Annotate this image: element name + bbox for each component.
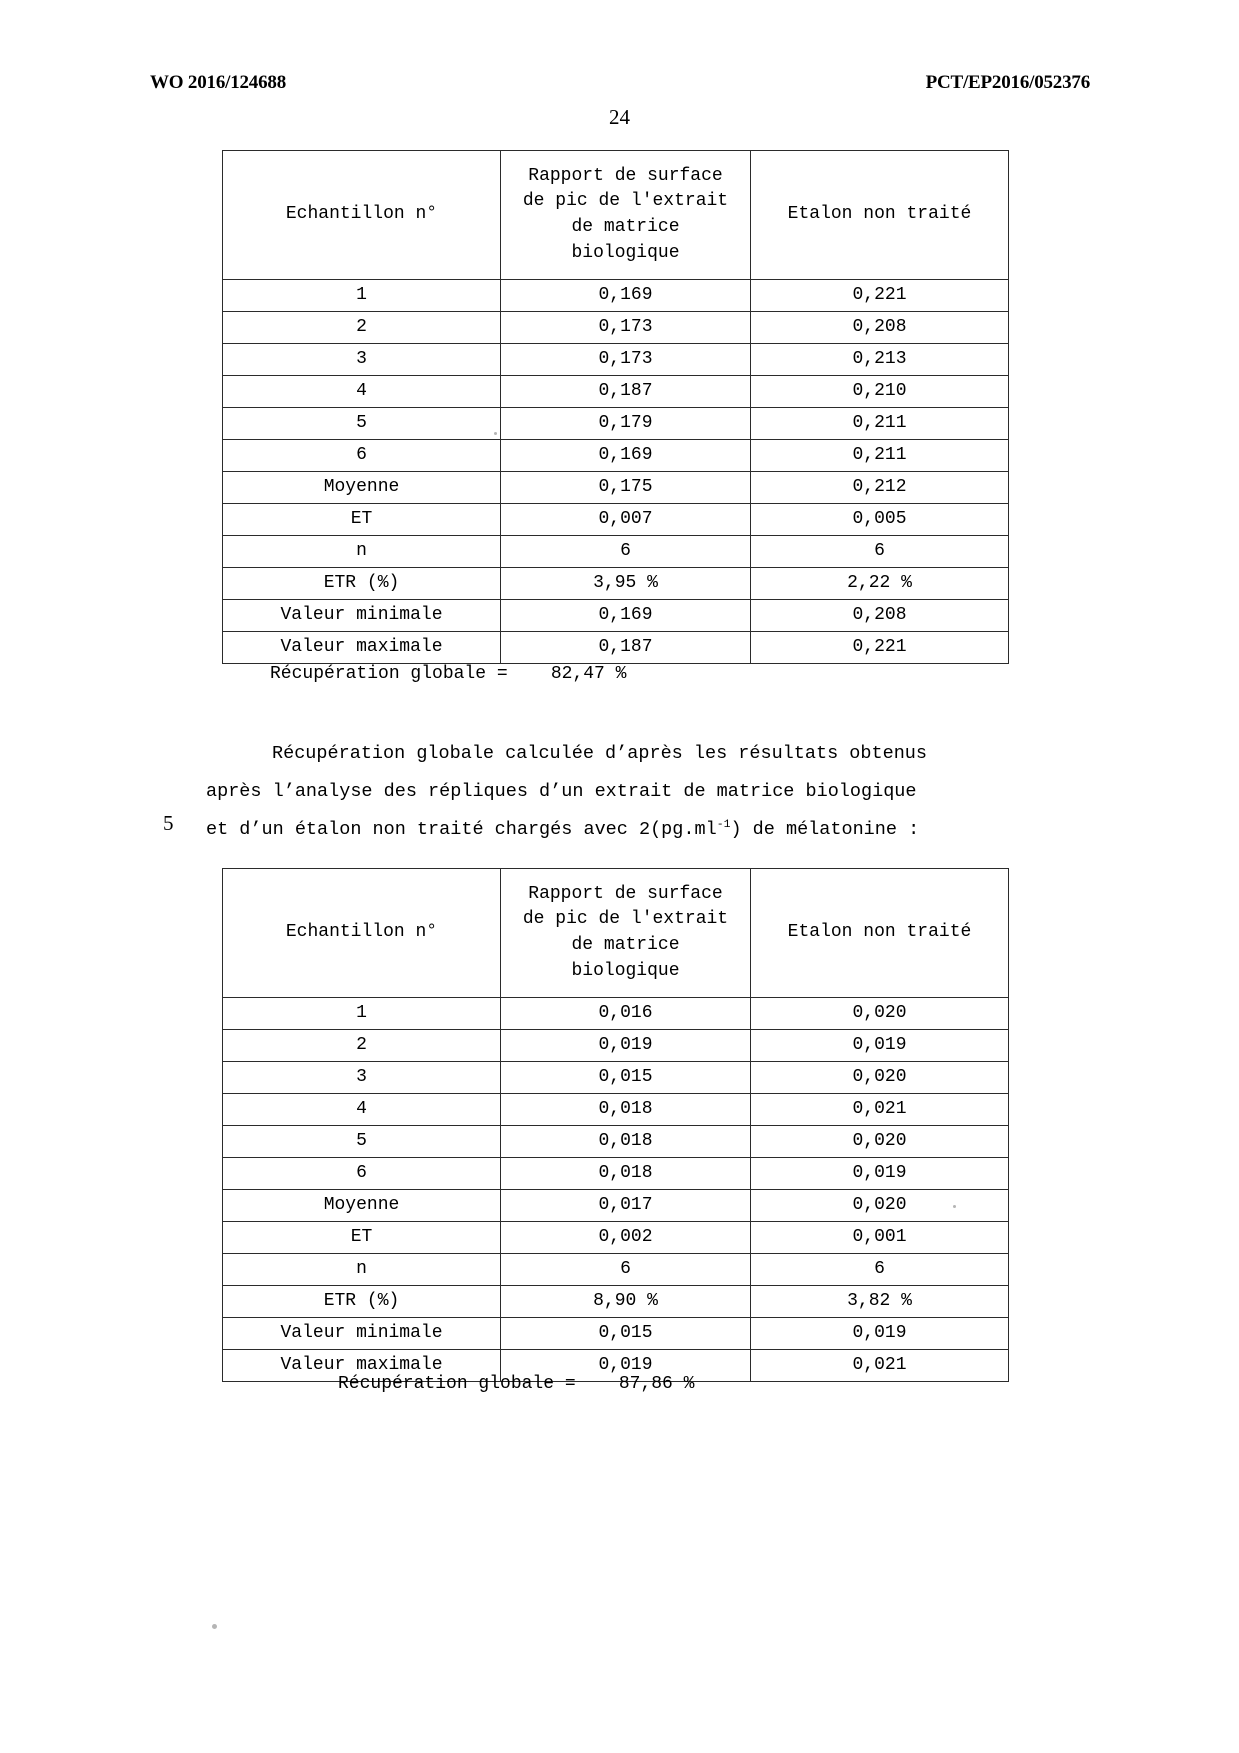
table-row bbox=[223, 408, 1009, 440]
paragraph-line-3 bbox=[206, 811, 1006, 849]
cell-standard-value: 0,005 bbox=[751, 504, 1009, 536]
exponent-minus-one: -1 bbox=[716, 817, 731, 831]
running-header bbox=[150, 72, 1090, 94]
table-row bbox=[223, 1030, 1009, 1062]
cell-sample-label: Moyenne bbox=[223, 472, 501, 504]
table-row bbox=[223, 280, 1009, 312]
header-line-2: de pic de l'extrait bbox=[522, 909, 729, 930]
cell-standard-value: 0,001 bbox=[751, 1222, 1009, 1254]
cell-sample-label: ET bbox=[223, 1222, 501, 1254]
cell-extract-value: 6 bbox=[501, 536, 751, 568]
cell-extract-value: 0,017 bbox=[501, 1190, 751, 1222]
cell-sample-label: n bbox=[223, 1254, 501, 1286]
header-line-4: biologique bbox=[571, 960, 680, 981]
table-row bbox=[223, 998, 1009, 1030]
cell-sample-label: 3 bbox=[223, 344, 501, 376]
table-two-head bbox=[223, 869, 1009, 998]
cell-sample-label: 6 bbox=[223, 1158, 501, 1190]
header-untreated-standard: Etalon non traité bbox=[751, 869, 1009, 998]
cell-extract-value: 0,015 bbox=[501, 1318, 751, 1350]
cell-sample-label: 3 bbox=[223, 1062, 501, 1094]
header-untreated-standard: Etalon non traité bbox=[751, 151, 1009, 280]
cell-sample-label: Valeur maximale bbox=[223, 1350, 501, 1382]
cell-sample-label: 5 bbox=[223, 408, 501, 440]
header-line-2: de pic de l'extrait bbox=[522, 191, 729, 212]
cell-sample-label: Moyenne bbox=[223, 1190, 501, 1222]
cell-sample-label: 5 bbox=[223, 1126, 501, 1158]
cell-extract-value: 0,018 bbox=[501, 1158, 751, 1190]
cell-standard-value: 0,020 bbox=[751, 998, 1009, 1030]
cell-standard-value: 0,019 bbox=[751, 1318, 1009, 1350]
scan-artifact-dot bbox=[212, 1624, 217, 1629]
header-line-3: de matrice bbox=[571, 217, 680, 237]
table-header-row bbox=[223, 151, 1009, 280]
cell-sample-label: 6 bbox=[223, 440, 501, 472]
header-sample-number: Echantillon n° bbox=[223, 151, 501, 280]
cell-extract-value: 0,018 bbox=[501, 1094, 751, 1126]
cell-extract-value: 0,015 bbox=[501, 1062, 751, 1094]
table-row bbox=[223, 1094, 1009, 1126]
table-two-body bbox=[223, 998, 1009, 1382]
cell-standard-value: 6 bbox=[751, 1254, 1009, 1286]
table-row bbox=[223, 376, 1009, 408]
table-row bbox=[223, 1126, 1009, 1158]
results-table-one bbox=[222, 150, 1009, 664]
cell-standard-value: 0,020 bbox=[751, 1062, 1009, 1094]
table-row bbox=[223, 600, 1009, 632]
cell-standard-value: 0,221 bbox=[751, 280, 1009, 312]
cell-extract-value: 0,018 bbox=[501, 1126, 751, 1158]
cell-sample-label: Valeur maximale bbox=[223, 632, 501, 664]
cell-sample-label: ETR (%) bbox=[223, 1286, 501, 1318]
cell-standard-value: 0,211 bbox=[751, 440, 1009, 472]
header-line-1: Rapport de surface bbox=[528, 883, 723, 904]
cell-standard-value: 0,210 bbox=[751, 376, 1009, 408]
table-row bbox=[223, 536, 1009, 568]
table-one-head bbox=[223, 151, 1009, 280]
table-row bbox=[223, 568, 1009, 600]
cell-standard-value: 0,020 bbox=[751, 1190, 1009, 1222]
cell-standard-value: 0,221 bbox=[751, 632, 1009, 664]
cell-standard-value: 6 bbox=[751, 536, 1009, 568]
header-peak-area-ratio bbox=[501, 869, 751, 998]
cell-extract-value: 0,169 bbox=[501, 280, 751, 312]
cell-sample-label: ET bbox=[223, 504, 501, 536]
cell-standard-value: 2,22 % bbox=[751, 568, 1009, 600]
cell-standard-value: 0,208 bbox=[751, 312, 1009, 344]
overall-recovery-two: Récupération globale = 87,86 % bbox=[338, 1374, 695, 1394]
table-header-row bbox=[223, 869, 1009, 998]
cell-extract-value: 3,95 % bbox=[501, 568, 751, 600]
table-row bbox=[223, 472, 1009, 504]
cell-sample-label: Valeur minimale bbox=[223, 600, 501, 632]
publication-number: WO 2016/124688 bbox=[150, 72, 287, 93]
header-peak-area-ratio bbox=[501, 151, 751, 280]
header-sample-number: Echantillon n° bbox=[223, 869, 501, 998]
table-one-body bbox=[223, 280, 1009, 664]
table-row bbox=[223, 1318, 1009, 1350]
cell-standard-value: 0,021 bbox=[751, 1094, 1009, 1126]
table-row bbox=[223, 1190, 1009, 1222]
header-line-3: de matrice bbox=[571, 935, 680, 955]
table-row bbox=[223, 1222, 1009, 1254]
cell-sample-label: Valeur minimale bbox=[223, 1318, 501, 1350]
cell-sample-label: 1 bbox=[223, 998, 501, 1030]
table-row bbox=[223, 1062, 1009, 1094]
table-row bbox=[223, 312, 1009, 344]
cell-extract-value: 0,187 bbox=[501, 376, 751, 408]
page-number: 24 bbox=[609, 105, 630, 129]
cell-sample-label: 4 bbox=[223, 376, 501, 408]
table-row bbox=[223, 440, 1009, 472]
cell-extract-value: 0,169 bbox=[501, 600, 751, 632]
table-row bbox=[223, 1158, 1009, 1190]
table-row bbox=[223, 632, 1009, 664]
header-line-4: biologique bbox=[571, 242, 680, 263]
cell-standard-value: 3,82 % bbox=[751, 1286, 1009, 1318]
cell-extract-value: 0,173 bbox=[501, 312, 751, 344]
cell-sample-label: 2 bbox=[223, 312, 501, 344]
cell-sample-label: 2 bbox=[223, 1030, 501, 1062]
cell-extract-value: 8,90 % bbox=[501, 1286, 751, 1318]
body-paragraph bbox=[206, 735, 1006, 849]
table-row bbox=[223, 1286, 1009, 1318]
paragraph-line-3-pre: et d’un étalon non traité chargés avec 2(pg.ml bbox=[206, 819, 717, 840]
margin-line-number: 5 bbox=[163, 811, 174, 835]
table-row bbox=[223, 344, 1009, 376]
table-row bbox=[223, 1254, 1009, 1286]
cell-standard-value: 0,019 bbox=[751, 1158, 1009, 1190]
cell-standard-value: 0,212 bbox=[751, 472, 1009, 504]
cell-extract-value: 0,019 bbox=[501, 1030, 751, 1062]
cell-extract-value: 0,173 bbox=[501, 344, 751, 376]
cell-extract-value: 0,002 bbox=[501, 1222, 751, 1254]
cell-extract-value: 6 bbox=[501, 1254, 751, 1286]
cell-sample-label: ETR (%) bbox=[223, 568, 501, 600]
cell-sample-label: 1 bbox=[223, 280, 501, 312]
cell-standard-value: 0,021 bbox=[751, 1350, 1009, 1382]
results-table-two bbox=[222, 868, 1009, 1382]
scan-artifact-dot-2 bbox=[494, 432, 497, 435]
cell-extract-value: 0,179 bbox=[501, 408, 751, 440]
cell-sample-label: 4 bbox=[223, 1094, 501, 1126]
cell-extract-value: 0,016 bbox=[501, 998, 751, 1030]
table-row bbox=[223, 504, 1009, 536]
cell-standard-value: 0,208 bbox=[751, 600, 1009, 632]
overall-recovery-one: Récupération globale = 82,47 % bbox=[270, 664, 627, 684]
cell-extract-value: 0,175 bbox=[501, 472, 751, 504]
cell-standard-value: 0,213 bbox=[751, 344, 1009, 376]
cell-standard-value: 0,020 bbox=[751, 1126, 1009, 1158]
results-table-two-wrapper bbox=[222, 868, 1008, 1382]
application-number: PCT/EP2016/052376 bbox=[925, 72, 1090, 93]
cell-extract-value: 0,007 bbox=[501, 504, 751, 536]
paragraph-line-2: après l’analyse des répliques d’un extrait de matrice biologique bbox=[206, 781, 917, 802]
paragraph-line-3-post: ) de mélatonine : bbox=[730, 819, 920, 840]
cell-extract-value: 0,187 bbox=[501, 632, 751, 664]
header-line-1: Rapport de surface bbox=[528, 165, 723, 186]
cell-standard-value: 0,019 bbox=[751, 1030, 1009, 1062]
scan-artifact-dot-3 bbox=[953, 1205, 956, 1208]
cell-extract-value: 0,019 bbox=[501, 1350, 751, 1382]
paragraph-line-1: Récupération globale calculée d’après les résultats obtenus bbox=[272, 743, 928, 764]
cell-extract-value: 0,169 bbox=[501, 440, 751, 472]
cell-sample-label: n bbox=[223, 536, 501, 568]
cell-standard-value: 0,211 bbox=[751, 408, 1009, 440]
results-table-one-wrapper bbox=[222, 150, 1008, 664]
